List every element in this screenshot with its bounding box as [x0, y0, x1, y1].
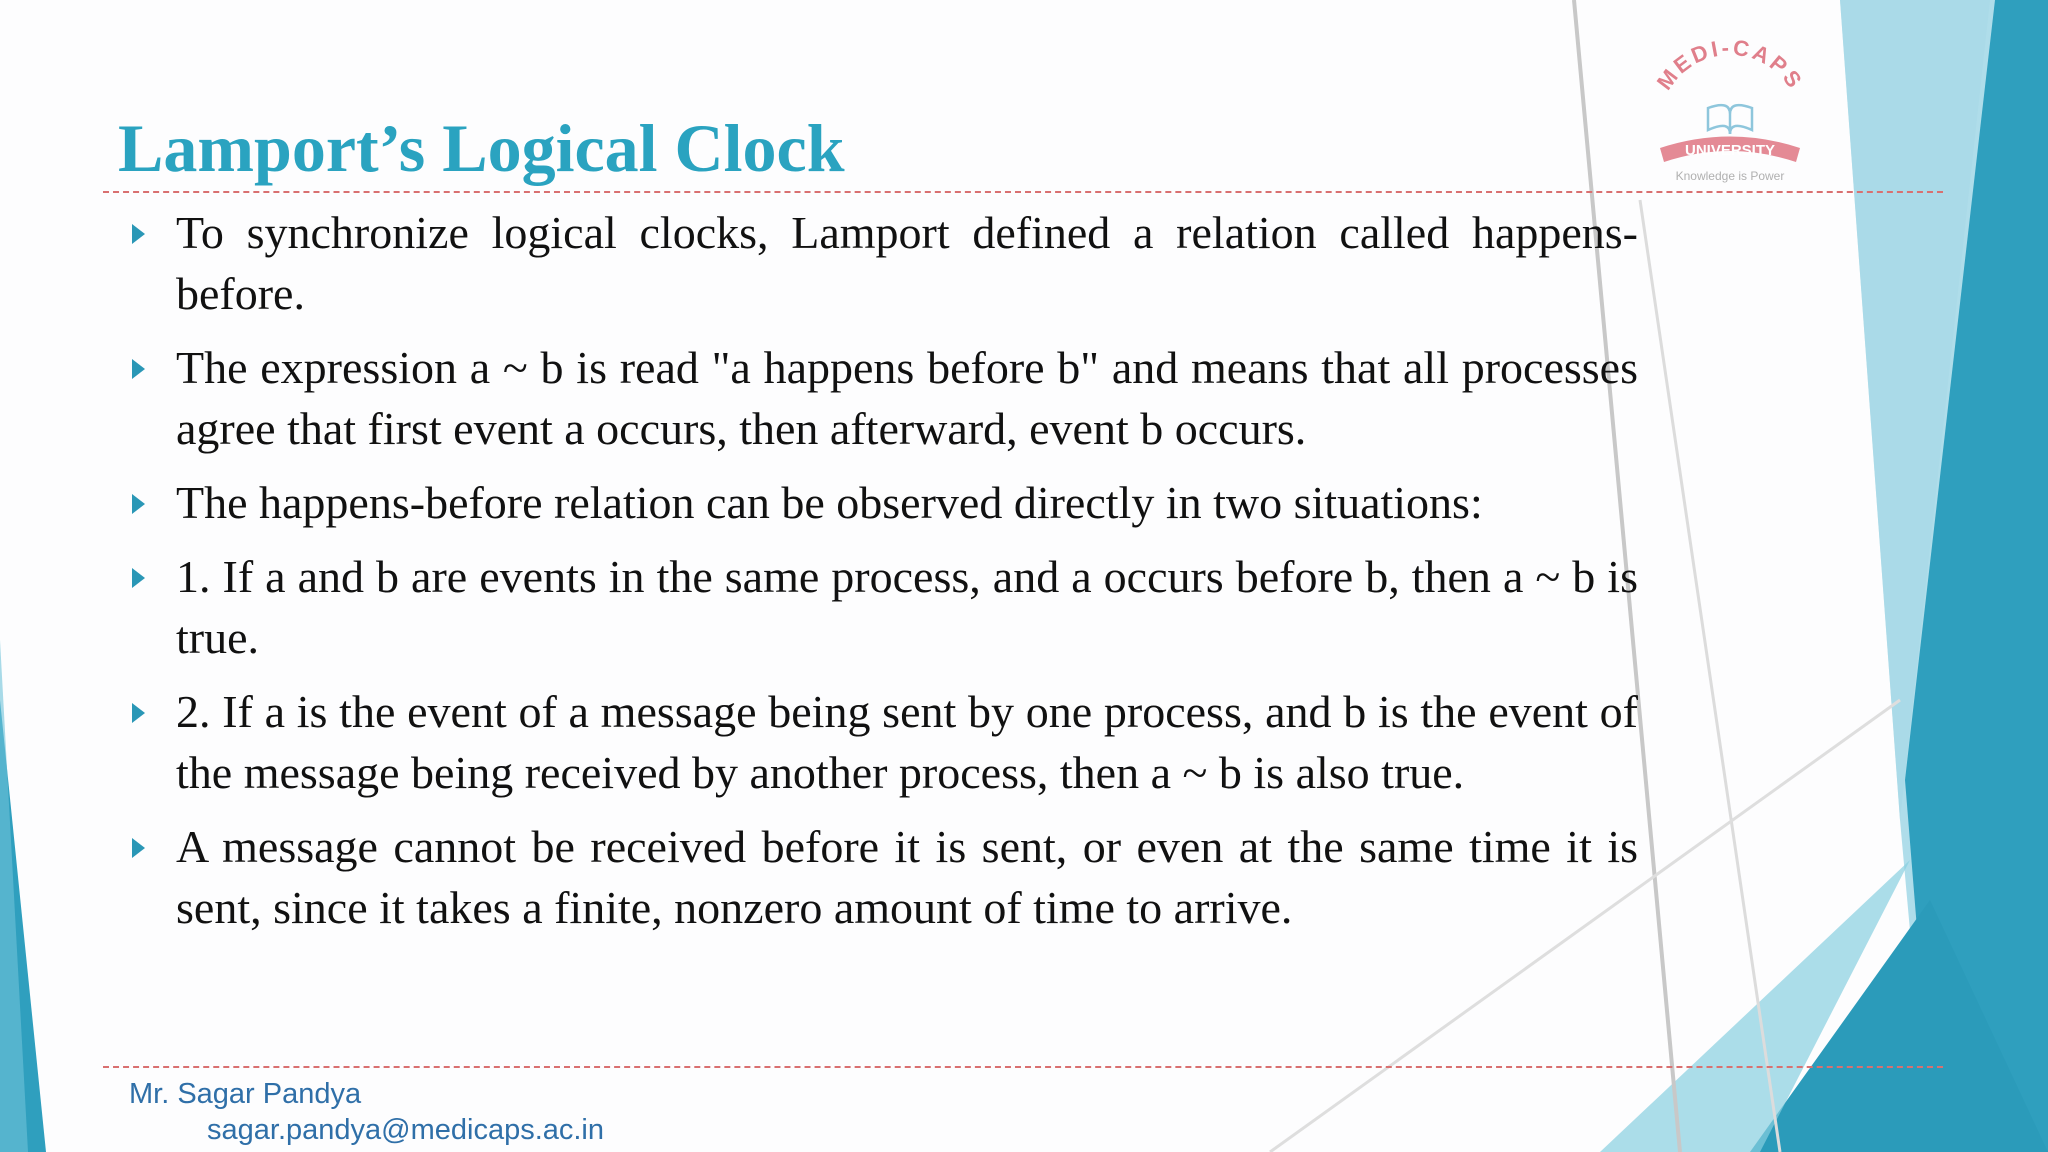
footer-email: sagar.pandya@medicaps.ac.in: [207, 1114, 605, 1146]
bullet-arrow-icon: [132, 494, 145, 514]
bullet-text: The expression a ~ b is read "a happens before b" and means that all processes agree that first event a occurs, then afterward, event b occurs.: [176, 342, 1638, 454]
bullet-text: 1. If a and b are events in the same process, and a occurs before b, then a ~ b is true.: [176, 551, 1638, 663]
bullet-item: [130, 546, 1638, 668]
bullet-text: The happens-before relation can be observed directly in two situations:: [176, 477, 1483, 528]
bullet-arrow-icon: [132, 224, 145, 244]
bullet-text: To synchronize logical clocks, Lamport defined a relation called happens-before.: [176, 207, 1638, 319]
decor-line-2: [1640, 200, 1780, 1152]
logo-tagline: Knowledge is Power: [1675, 169, 1785, 183]
bullet-arrow-icon: [132, 359, 145, 379]
book-icon: [1708, 105, 1752, 134]
title-divider: [103, 191, 1943, 193]
bullet-arrow-icon: [132, 838, 145, 858]
bullet-item: [130, 202, 1638, 324]
slide-title: Lamport’s Logical Clock: [118, 110, 845, 186]
bullet-item: [130, 472, 1638, 533]
bullet-text: A message cannot be received before it is sent, or even at the same time it is sent, since it takes a finite, nonzero amount of time to arrive.: [176, 821, 1638, 933]
bullet-list: [130, 202, 1638, 951]
footer-author: Mr. Sagar Pandya: [129, 1078, 362, 1110]
bullet-text: 2. If a is the event of a message being sent by one process, and b is the event of the message being received by another process, then a ~ b is also true.: [176, 686, 1638, 798]
bullet-arrow-icon: [132, 568, 145, 588]
footer-divider: [103, 1066, 1943, 1068]
bullet-item: [130, 337, 1638, 459]
university-logo: [1620, 30, 1840, 190]
bullet-item: [130, 816, 1638, 938]
logo-arc-text: MEDI-CAPS: [1651, 34, 1809, 95]
logo-banner-text: UNIVERSITY: [1684, 142, 1776, 159]
bullet-item: [130, 681, 1638, 803]
bullet-arrow-icon: [132, 703, 145, 723]
